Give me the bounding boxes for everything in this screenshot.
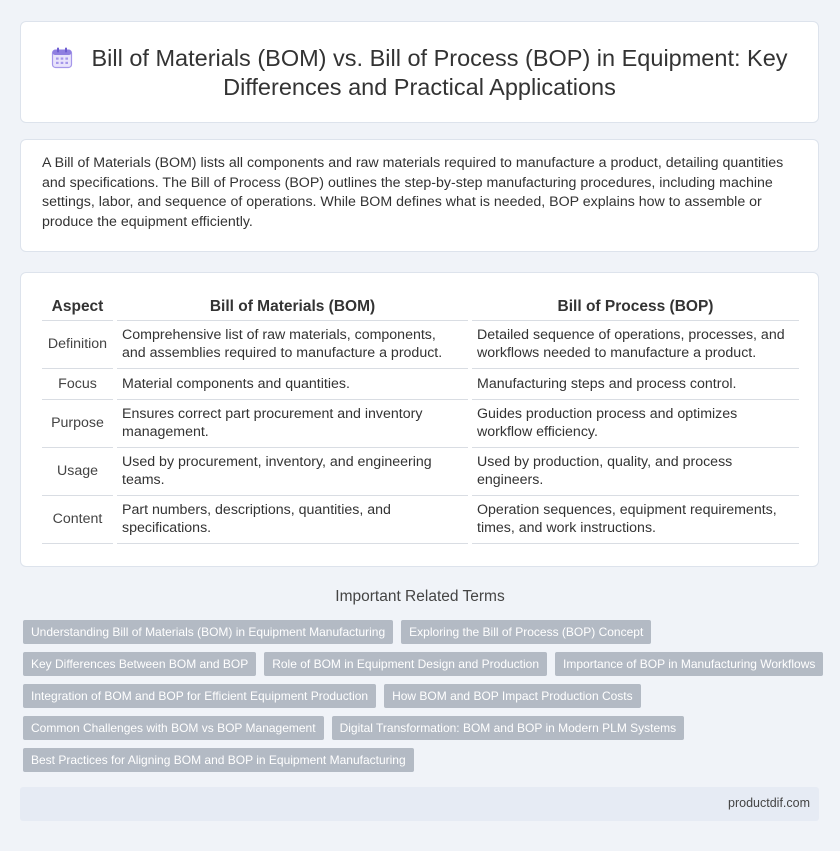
header-bom: Bill of Materials (BOM)	[117, 293, 468, 320]
related-term-tag[interactable]: Understanding Bill of Materials (BOM) in Equipment Manufacturing	[23, 620, 393, 644]
bop-cell: Guides production process and optimizes workflow efficiency.	[472, 399, 799, 447]
bop-cell: Operation sequences, equipment requirements, times, and work instructions.	[472, 495, 799, 543]
bop-cell: Detailed sequence of operations, processes, and workflows needed to manufacture a product.	[472, 320, 799, 368]
bom-cell: Comprehensive list of raw materials, components, and assemblies required to manufacture a product.	[117, 320, 468, 368]
intro-paragraph: A Bill of Materials (BOM) lists all components and raw materials required to manufacture a product, detailing quantities and specifications. The Bill of Process (BOP) outlines the step-by-step manufacturing procedures, including machine settings, labor, and sequence of operations. While BOM defines what is needed, BOP explains how to assemble or produce the equipment efficiently.	[42, 155, 784, 230]
bom-cell: Used by procurement, inventory, and engineering teams.	[117, 447, 468, 495]
related-term-tag[interactable]: Digital Transformation: BOM and BOP in Modern PLM Systems	[332, 716, 685, 740]
comparison-table	[42, 293, 799, 544]
aspect-cell: Focus	[42, 368, 113, 399]
related-term-tag[interactable]: Common Challenges with BOM vs BOP Management	[23, 716, 324, 740]
footer	[20, 787, 819, 821]
footer-site-link[interactable]: productdif.com	[728, 796, 810, 810]
related-term-tag[interactable]: Role of BOM in Equipment Design and Production	[264, 652, 547, 676]
table-row	[42, 495, 799, 543]
aspect-cell: Usage	[42, 447, 113, 495]
bop-cell: Used by production, quality, and process engineers.	[472, 447, 799, 495]
table-row	[42, 447, 799, 495]
intro-card	[20, 139, 819, 252]
calendar-icon	[51, 47, 73, 69]
related-term-tag[interactable]: Integration of BOM and BOP for Efficient Equipment Production	[23, 684, 376, 708]
title-card	[20, 21, 819, 123]
related-term-tag[interactable]: How BOM and BOP Impact Production Costs	[384, 684, 641, 708]
aspect-cell: Purpose	[42, 399, 113, 447]
title-text: Bill of Materials (BOM) vs. Bill of Process (BOP) in Equipment: Key Differences and Practical Applications	[91, 45, 788, 100]
bop-cell: Manufacturing steps and process control.	[472, 368, 799, 399]
table-row	[42, 320, 799, 368]
comparison-card	[20, 272, 819, 567]
related-term-tag[interactable]: Exploring the Bill of Process (BOP) Concept	[401, 620, 651, 644]
related-term-tag[interactable]: Importance of BOP in Manufacturing Workflows	[555, 652, 823, 676]
header-bop: Bill of Process (BOP)	[472, 293, 799, 320]
page-title	[41, 44, 798, 102]
bom-cell: Ensures correct part procurement and inventory management.	[117, 399, 468, 447]
aspect-cell: Content	[42, 495, 113, 543]
table-row	[42, 399, 799, 447]
bom-cell: Part numbers, descriptions, quantities, and specifications.	[117, 495, 468, 543]
related-terms-heading: Important Related Terms	[335, 588, 505, 605]
table-row	[42, 368, 799, 399]
related-terms-list	[23, 620, 823, 780]
table-header-row	[42, 293, 799, 320]
related-term-tag[interactable]: Best Practices for Aligning BOM and BOP in Equipment Manufacturing	[23, 748, 414, 772]
header-aspect: Aspect	[42, 293, 113, 320]
aspect-cell: Definition	[42, 320, 113, 368]
bom-cell: Material components and quantities.	[117, 368, 468, 399]
related-term-tag[interactable]: Key Differences Between BOM and BOP	[23, 652, 256, 676]
